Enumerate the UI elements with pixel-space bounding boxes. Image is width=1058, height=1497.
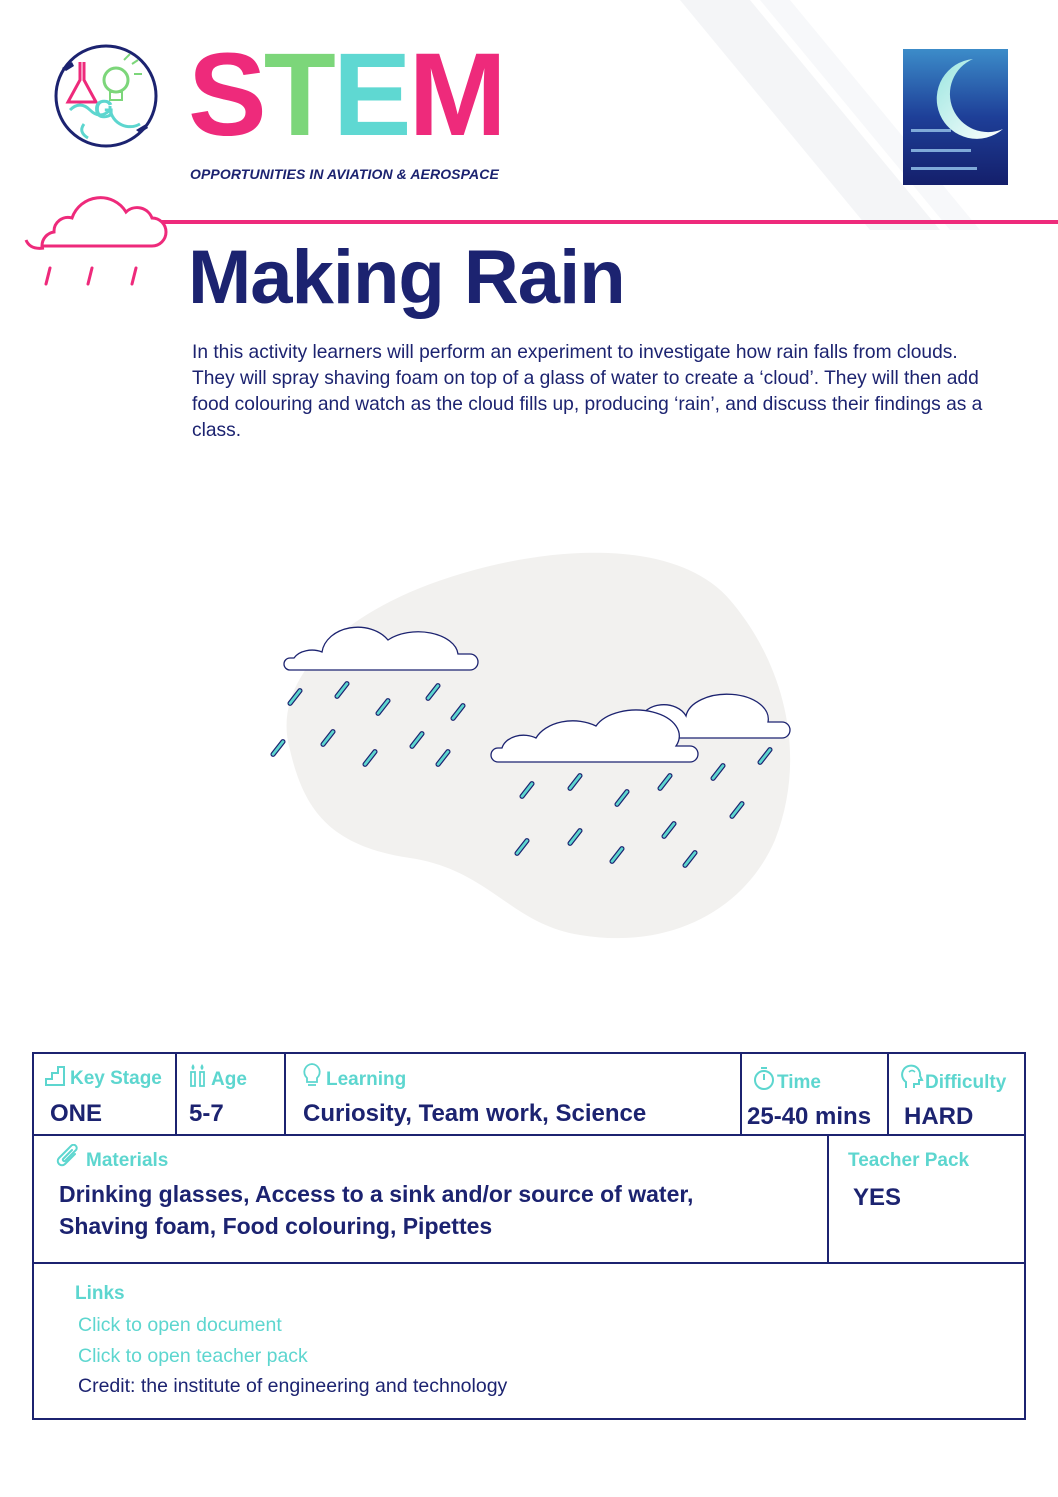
credit-text: Credit: the institute of engineering and technology — [78, 1375, 508, 1397]
key-stage-value: ONE — [50, 1100, 103, 1127]
svg-text:G: G — [94, 94, 115, 124]
stem-badge-icon — [50, 40, 162, 152]
learning-label: Learning — [326, 1069, 407, 1090]
difficulty-label: Difficulty — [925, 1072, 1007, 1093]
teacher-pack-label: Teacher Pack — [848, 1150, 970, 1171]
stem-wordmark — [188, 29, 504, 161]
intro-line: They will spray shaving foam on top of a glass of water to create a ‘cloud’. They will then add — [192, 368, 979, 389]
time-label: Time — [777, 1072, 822, 1093]
stem-letter: M — [408, 29, 504, 161]
stem-letter: S — [188, 29, 264, 161]
difficulty-value: HARD — [904, 1103, 974, 1130]
candles-icon — [188, 1062, 208, 1088]
rain-illustration — [250, 540, 810, 960]
open-teacher-pack-link[interactable]: Click to open teacher pack — [78, 1345, 308, 1367]
paperclip-icon — [55, 1144, 81, 1172]
head-icon — [900, 1064, 924, 1090]
intro-line: food colouring and watch as the cloud fills up, producing ‘rain’, and discuss their findings as a — [192, 394, 983, 415]
materials-line: Shaving foam, Food colouring, Pipettes — [59, 1213, 493, 1239]
stem-tagline: OPPORTUNITIES IN AVIATION & AEROSPACE — [190, 166, 499, 182]
intro-paragraph — [192, 340, 1012, 444]
materials-label: Materials — [86, 1150, 169, 1171]
open-document-link[interactable]: Click to open document — [78, 1314, 282, 1336]
partner-logo — [903, 49, 1008, 185]
lightbulb-icon — [302, 1062, 322, 1090]
learning-value: Curiosity, Team work, Science — [303, 1100, 647, 1127]
key-stage-label: Key Stage — [70, 1068, 162, 1089]
stem-letter: T — [263, 29, 333, 161]
page-title: Making Rain — [188, 235, 625, 320]
teacher-pack-value: YES — [853, 1184, 902, 1211]
intro-line: In this activity learners will perform an experiment to investigate how rain falls from clouds. — [192, 342, 958, 363]
intro-line: class. — [192, 420, 242, 441]
header-divider — [155, 220, 1058, 224]
materials-line: Drinking glasses, Access to a sink and/or source of water, — [59, 1181, 694, 1207]
age-label: Age — [211, 1069, 247, 1090]
age-value: 5-7 — [189, 1100, 224, 1127]
links-label: Links — [75, 1283, 125, 1304]
time-value: 25-40 mins — [747, 1103, 872, 1130]
steps-icon — [44, 1065, 66, 1087]
stopwatch-icon — [752, 1065, 776, 1091]
rain-cloud-icon — [20, 180, 170, 290]
stem-letter: E — [332, 29, 409, 161]
